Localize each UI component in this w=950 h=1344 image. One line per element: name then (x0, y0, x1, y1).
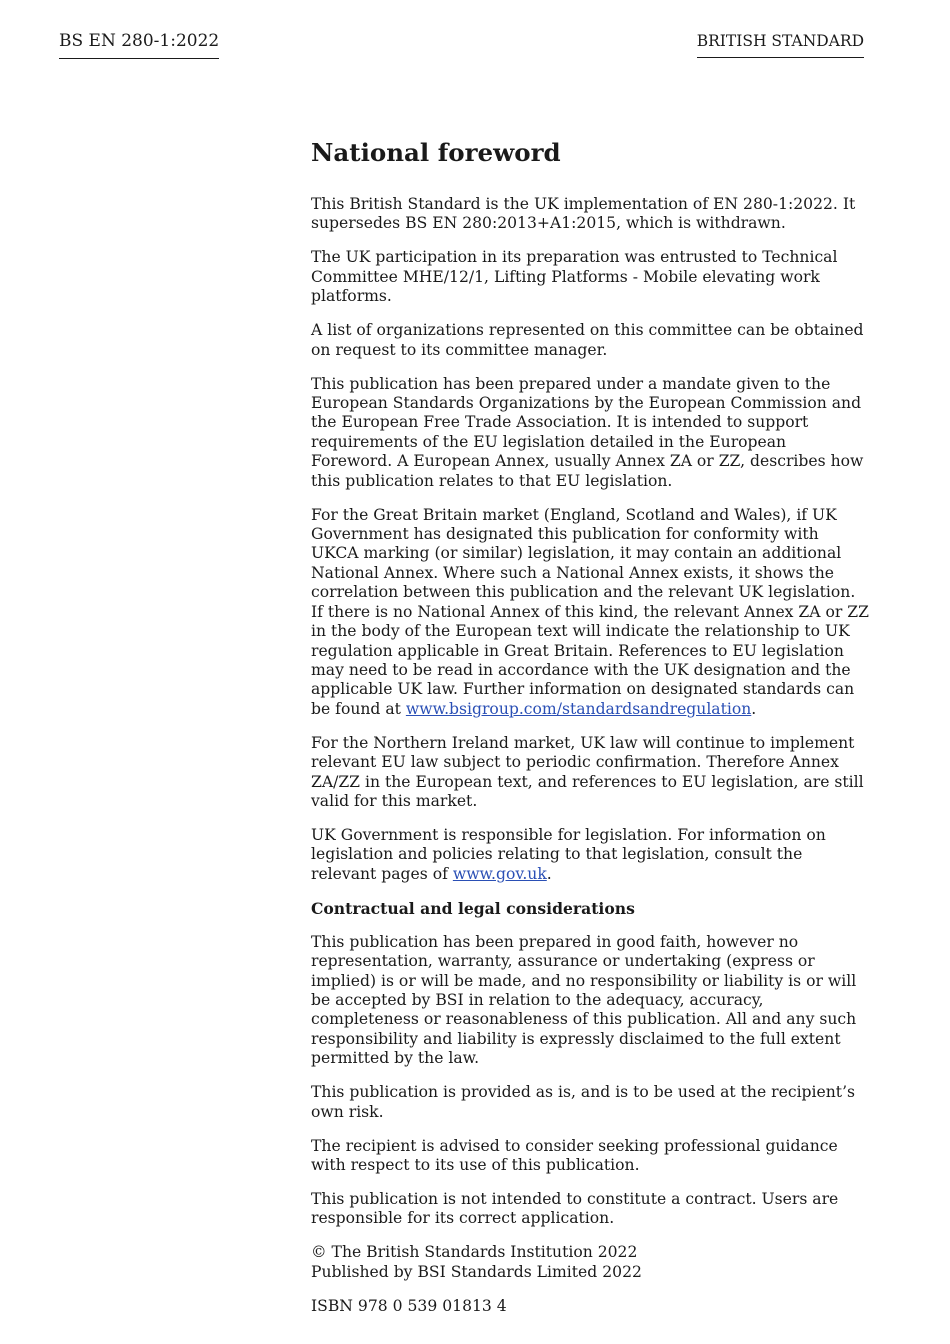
legal-heading: Contractual and legal considerations (311, 898, 635, 918)
paragraph-not-contract: This publication is not intended to constitute a contract. Users are responsible for its correct application. (311, 1190, 839, 1228)
paragraph-uk-government (311, 826, 871, 884)
paragraph-uk-government-text: UK Government is responsible for legislation. For information on legislation and policies relating to that legislation, consult the relevant pages of (311, 825, 826, 883)
paragraph-great-britain-end: . (751, 699, 757, 718)
paragraph-uk-government-end: . (546, 864, 552, 883)
paragraph-committee: The UK participation in its preparation was entrusted to Technical Committee MHE/12/1, Lifting Platforms - Mobile elevating work platforms. (311, 248, 838, 306)
paragraph-implementation: This British Standard is the UK implementation of EN 280-1:2022. It supersedes BS EN 280:2013+A1:2015, which is withdrawn. (311, 195, 856, 233)
publisher-line: Published by BSI Standards Limited 2022 (311, 1262, 642, 1281)
series-label: BRITISH STANDARD (697, 31, 864, 58)
foreword-content (311, 138, 871, 1331)
paragraph-own-risk: This publication is provided as is, and is to be used at the recipient’s own risk. (311, 1083, 856, 1121)
paragraph-northern-ireland: For the Northern Ireland market, UK law will continue to implement relevant EU law subject to periodic confirmation. Therefore Annex ZA/ZZ in the European text, and references to EU legislation, are still valid for this market. (311, 733, 864, 810)
gov-uk-link[interactable]: www.gov.uk (452, 864, 547, 883)
paragraph-great-britain-text: For the Great Britain market (England, Scotland and Wales), if UK Government has designated this publication for conformity with UKCA marking (or similar) legislation, it may contain an additional National Annex. Where such a National Annex exists, it shows the correlation between this publication and the relevant UK legislation. If there is no National Annex of this kind, the relevant Annex ZA or ZZ in the body of the European text will indicate the relationship to UK regulation applicable in Great Britain. References to EU legislation may need to be read in accordance with the UK designation and the applicable UK law. Further information on designated standards can be found at (311, 505, 869, 718)
bsigroup-link[interactable]: www.bsigroup.com/standardsandregulation (405, 699, 752, 718)
imprint-block (311, 1243, 871, 1282)
isbn-line: ISBN 978 0 539 01813 4 (311, 1296, 507, 1315)
paragraph-mandate: This publication has been prepared under a mandate given to the European Standards Organizations by the European Commission and the European Free Trade Association. It is intended to support requirements of the EU legislation detailed in the European Foreword. A European Annex, usually Annex ZA or ZZ, describes how this publication relates to that EU legislation. (311, 374, 864, 490)
paragraph-guidance: The recipient is advised to consider seeking professional guidance with respect to its use of this publication. (311, 1136, 838, 1174)
page-title: National foreword (311, 138, 561, 167)
paragraph-organizations: A list of organizations represented on this committee can be obtained on request to its committee manager. (311, 321, 864, 359)
paragraph-great-britain (311, 506, 871, 719)
copyright-line: © The British Standards Institution 2022 (311, 1243, 638, 1262)
paragraph-good-faith: This publication has been prepared in good faith, however no representation, warranty, assurance or undertaking (express or implied) is or will be made, and no responsibility or liability is or will be accepted by BSI in relation to the adequacy, accuracy, completeness or reasonableness of this publication. All and any such responsibility and liability is expressly disclaimed to the full extent permitted by the law. (311, 932, 857, 1068)
document-id: BS EN 280-1:2022 (59, 30, 219, 59)
